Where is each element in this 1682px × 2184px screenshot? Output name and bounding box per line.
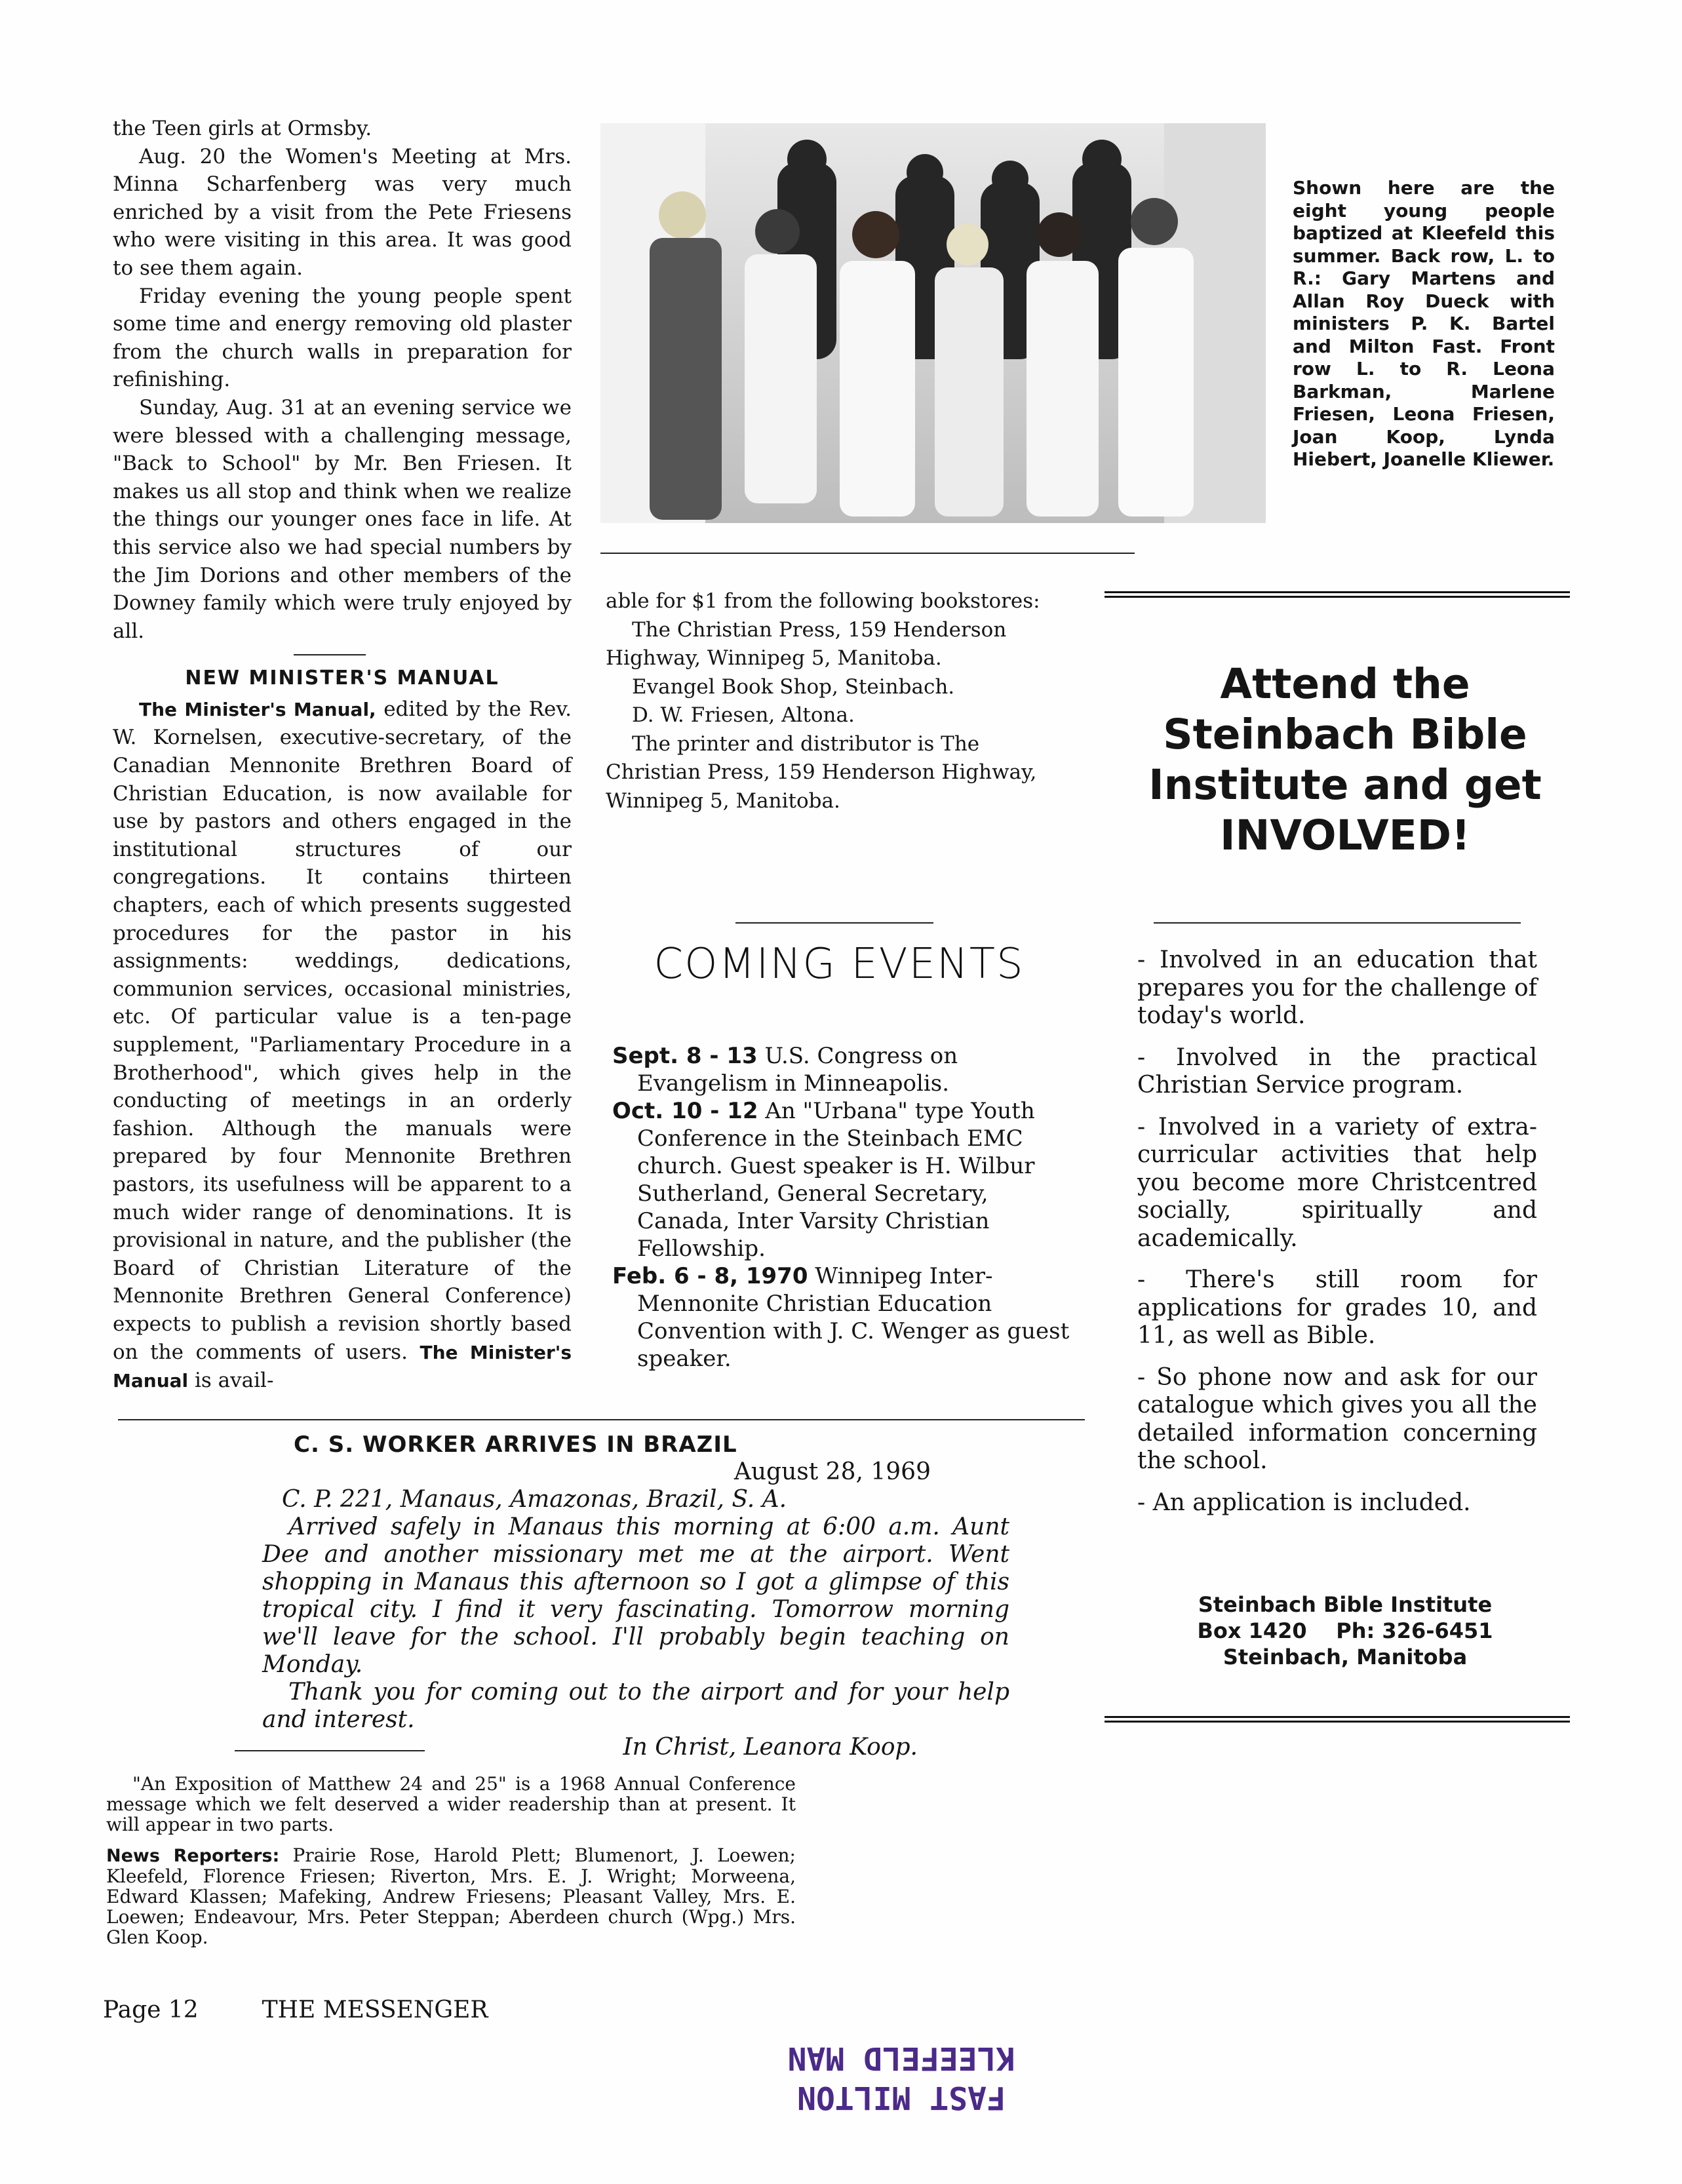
group-photo-illustration <box>600 123 1266 523</box>
double-rule-bottom <box>1105 1716 1570 1723</box>
ad-point: - Involved in the practical Christian Service program. <box>1137 1043 1537 1099</box>
letter-date: August 28, 1969 <box>733 1458 931 1485</box>
photo-caption: Shown here are the eight young people baptized at Kleefeld this summer. Back row, L. to R.: Gary Martens and Allan Roy Dueck with ministers P. K. Bartel and Milton Fast. Front row L. to R. Leona Barkman, Marlene Friesen, Leona Friesen, Joan Koop, Lynda Hiebert, Joanelle Kliewer. <box>1293 177 1555 470</box>
reporters-note <box>106 1845 796 1947</box>
store-line: The Christian Press, 159 Henderson Highway, Winnipeg 5, Manitoba. <box>606 617 1007 670</box>
divider <box>294 654 366 655</box>
ad-address <box>1122 1591 1568 1670</box>
stamp-line: FAST MILTON <box>797 2079 1006 2116</box>
paragraph: Sunday, Aug. 31 at an evening service we were blessed with a challenging message, "Back to School" by Mr. Ben Friesen. It makes us all stop and think when we realize the things our younger ones face in life. At this service also we had special numbers by the Jim Dorions and other members of the Downey family which were truly enjoyed by all. <box>113 395 572 643</box>
divider <box>1154 922 1521 924</box>
store-line: The printer and distributor is The Christian Press, 159 Henderson Highway, Winnipeg 5, Manitoba. <box>606 731 1037 813</box>
brazil-letter <box>262 1431 1009 1761</box>
manual-heading: NEW MINISTER'S MANUAL <box>185 667 499 690</box>
column-one <box>113 115 572 1395</box>
exposition-note: "An Exposition of Matthew 24 and 25" is a 1968 Annual Conference message which we felt deserved a wider readership than at present. It will appear in two parts. <box>106 1773 796 1835</box>
paragraph: Aug. 20 the Women's Meeting at Mrs. Minna Scharfenberg was very much enriched by a visit from the Pete Friesens who were visiting in this area. It was good to see them again. <box>113 144 572 280</box>
divider <box>235 1750 425 1751</box>
letter-paragraph: Thank you for coming out to the airport and for your help and interest. <box>262 1679 1009 1733</box>
ad-title-line: Steinbach Bible <box>1163 711 1527 758</box>
manual-paragraph <box>113 695 572 1395</box>
ad-point: - An application is included. <box>1137 1489 1471 1516</box>
letter-paragraph: Arrived safely in Manaus this morning at 6:00 a.m. Aunt Dee and another missionary met me at the airport. Went shopping in Manaus this afternoon so I got a glimpse of this tropical city. I find it very fascinating. Tomorrow morning we'll leave for the school. I'll probably begin teaching on Monday. <box>262 1513 1009 1678</box>
column-two <box>606 587 1065 815</box>
paragraph: the Teen girls at Ormsby. <box>113 117 372 140</box>
ad-point: - Involved in a variety of extra-curricular activities that help you become more Christcentred socially, spiritually and academically. <box>1137 1113 1537 1252</box>
ad-title-line: Attend the <box>1220 660 1470 708</box>
store-line: D. W. Friesen, Altona. <box>632 703 855 727</box>
manual-title-bold: The Minister's Manual, <box>139 698 376 720</box>
divider <box>735 922 933 924</box>
letter-title: C. S. WORKER ARRIVES IN BRAZIL <box>294 1432 737 1458</box>
letter-address: C. P. 221, Manaus, Amazonas, Brazil, S. A. <box>282 1486 787 1513</box>
divider <box>600 553 1135 554</box>
divider <box>118 1419 1085 1420</box>
ad-title-line: Institute and get <box>1148 761 1542 809</box>
letter-signoff: In Christ, Leanora Koop. <box>623 1734 918 1761</box>
reporters-list: Prairie Rose, Harold Plett; Blumenort, J. Loewen; Kleefeld, Florence Friesen; Riverton, Mrs. E. J. Wright; Morweena, Edward Klassen; Mafeking, Andrew Friesens; Pleasant Valley, Mrs. E. Loewen; Endeavour, Mrs. Peter Steppan; Aberdeen church (Wpg.) Mrs. Glen Koop. <box>106 1844 796 1948</box>
coming-events-title: COMING EVENTS <box>654 940 1025 988</box>
paragraph: able for $1 from the following bookstores: <box>606 589 1040 613</box>
double-rule-top <box>1105 591 1570 598</box>
event-item <box>612 1097 1071 1262</box>
ad-body <box>1137 946 1537 1531</box>
address-stamp <box>780 2038 1023 2117</box>
event-text: U.S. Congress on Evangelism in Minneapolis. <box>637 1043 958 1097</box>
address-line: Steinbach, Manitoba <box>1222 1645 1468 1669</box>
ad-title <box>1122 659 1568 861</box>
event-text: Winnipeg Inter-Mennonite Christian Education Convention with J. C. Wenger as guest speaker. <box>637 1263 1070 1372</box>
ad-point: - There's still room for applications for grades 10, and 11, as well as Bible. <box>1137 1266 1537 1349</box>
reporters-label: News Reporters: <box>106 1846 280 1866</box>
ad-title-line: INVOLVED! <box>1220 811 1470 859</box>
address-line: Steinbach Bible Institute <box>1198 1592 1493 1617</box>
event-date: Sept. 8 - 13 <box>612 1043 758 1069</box>
event-item <box>612 1042 1071 1097</box>
event-date: Feb. 6 - 8, 1970 <box>612 1263 808 1289</box>
events-list <box>612 1042 1071 1373</box>
page-footer <box>103 1997 488 2023</box>
page-number: Page 12 <box>103 1997 199 2023</box>
ad-point: - So phone now and ask for our catalogue which gives you all the detailed information concerning the school. <box>1137 1363 1537 1474</box>
paragraph: Friday evening the young people spent some time and energy removing old plaster from the church walls in preparation for refinishing. <box>113 284 572 392</box>
store-line: Evangel Book Shop, Steinbach. <box>632 674 955 699</box>
notes <box>106 1774 796 1947</box>
event-date: Oct. 10 - 12 <box>612 1098 758 1124</box>
event-item <box>612 1262 1071 1373</box>
baptism-photo <box>600 123 1266 523</box>
publication-name: THE MESSENGER <box>262 1997 488 2023</box>
ad-point: - Involved in an education that prepares you for the challenge of today's world. <box>1137 946 1537 1029</box>
manual-tail: is avail- <box>188 1369 274 1393</box>
manual-title-bold: The Minister's Manual <box>113 1341 572 1392</box>
stamp-line: KLEEFELD MAN <box>787 2040 1015 2077</box>
manual-text: edited by the Rev. W. Kornelsen, executive-secretary, of the Canadian Mennonite Brethren Board of Christian Education, is now available for use by pastors and others engaged in the institutional structures of our congregations. It contains thirteen chapters, each of which presents suggested procedures for the pastor in his assignments: weddings, dedications, communion services, occasional ministries, etc. Of particular value is a ten-page supplement, "Parliamentary Procedure in a Brotherhood", which gives help in the conducting of meetings in an orderly fashion. Although the manuals were prepared by four Mennonite Brethren pastors, its usefulness will be apparent to a much wider range of denominations. It is provisional in nature, and the publisher (the Board of Christian Literature of the Mennonite Brethren General Conference) expects to publish a revision shortly based on the comments of users. <box>113 697 572 1364</box>
address-line: Box 1420 Ph: 326-6451 <box>1197 1618 1493 1643</box>
event-text: An "Urbana" type Youth Conference in the Steinbach EMC church. Guest speaker is H. Wilbur Sutherland, General Secretary, Canada, Inter Varsity Christian Fellowship. <box>637 1098 1035 1262</box>
